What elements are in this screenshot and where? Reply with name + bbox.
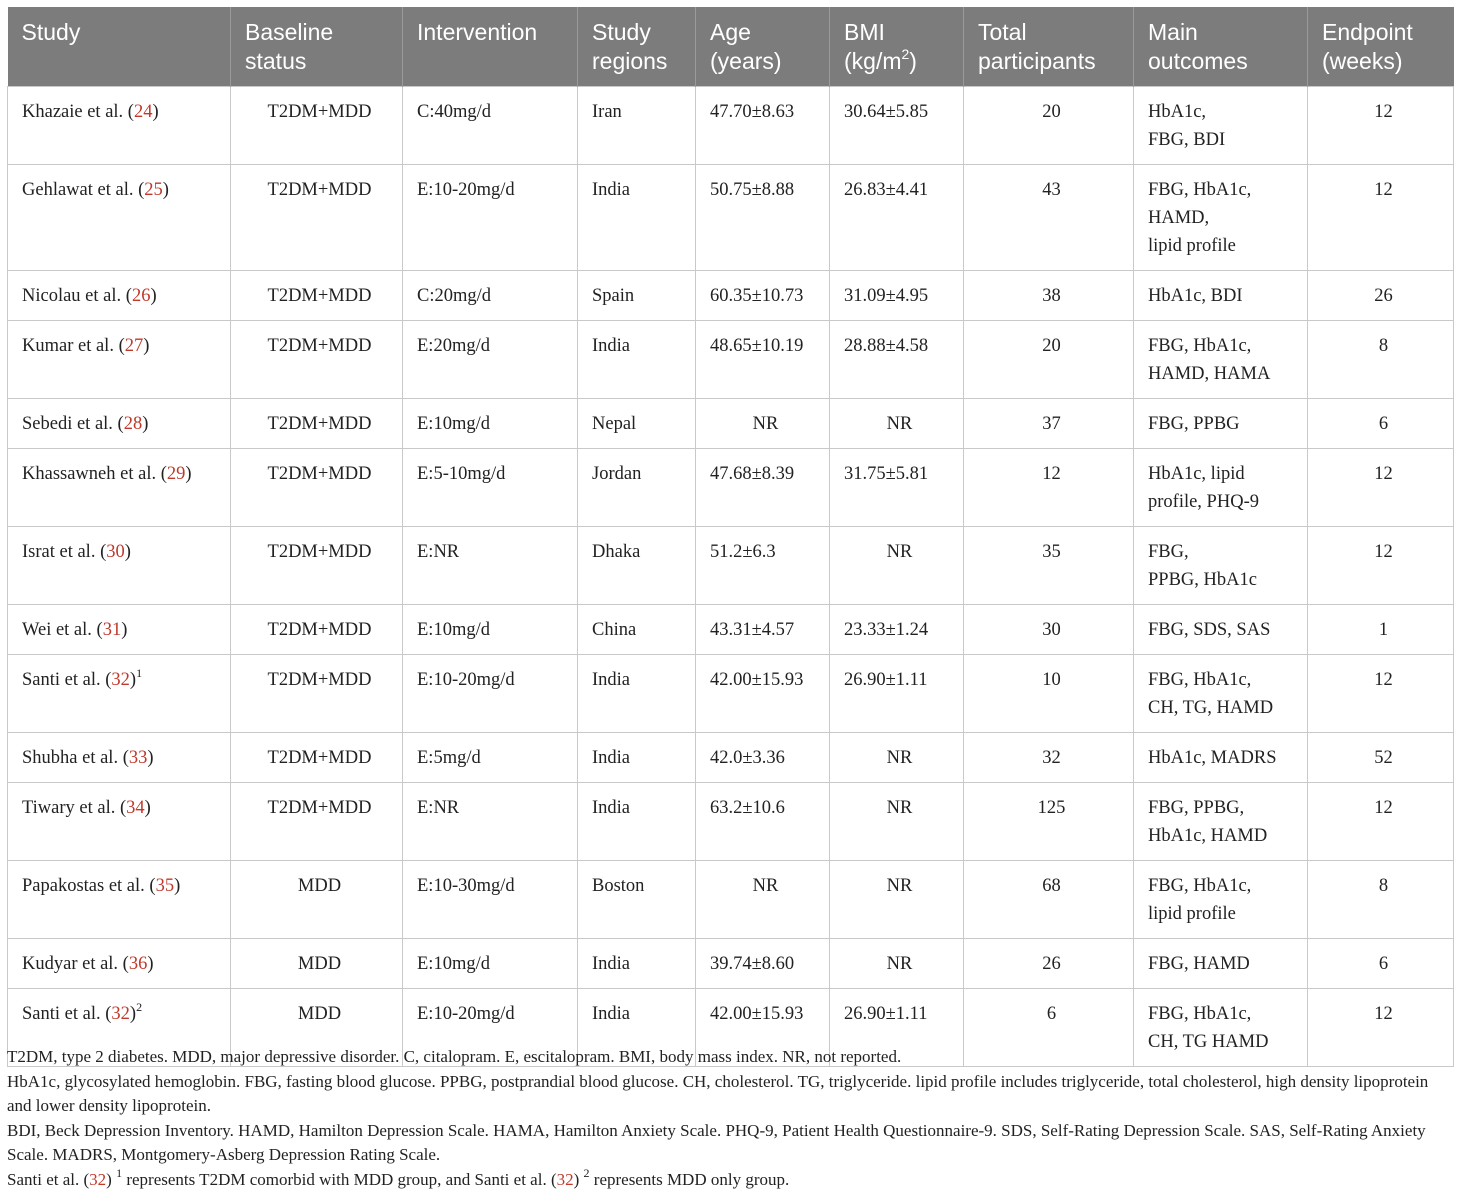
col-header-total-participants: Total participants <box>964 7 1134 87</box>
table-row <box>8 271 1454 321</box>
cell-baseline-status: T2DM+MDD <box>231 527 403 605</box>
cell-bmi: NR <box>830 399 964 449</box>
cell-study <box>8 321 231 399</box>
cell-study <box>8 733 231 783</box>
reference-link[interactable]: 28 <box>123 414 143 434</box>
cell-study <box>8 271 231 321</box>
col-header-study: Study <box>8 7 231 87</box>
cell-study <box>8 165 231 271</box>
footnote-text: represents T2DM comorbid with MDD group, and Santi et al. ( <box>122 1169 557 1189</box>
study-ref-close: ) <box>129 1004 137 1024</box>
cell-age: 50.75±8.88 <box>696 165 830 271</box>
col-header-intervention: Intervention <box>403 7 578 87</box>
cell-intervention: E:10-20mg/d <box>403 989 578 1067</box>
cell-main-outcomes <box>1134 449 1308 527</box>
study-ref-close: ) <box>121 620 128 640</box>
reference-link[interactable]: 33 <box>128 748 148 768</box>
cell-age: 42.00±15.93 <box>696 989 830 1067</box>
cell-study-region: India <box>578 783 696 861</box>
cell-intervention: E:10-30mg/d <box>403 861 578 939</box>
cell-main-outcomes <box>1134 87 1308 165</box>
outcome-line: HbA1c, <box>1148 102 1207 122</box>
reference-link[interactable]: 31 <box>102 620 122 640</box>
table-row <box>8 399 1454 449</box>
cell-intervention: E:5mg/d <box>403 733 578 783</box>
cell-main-outcomes <box>1134 861 1308 939</box>
study-author: Santi et al. ( <box>22 670 112 690</box>
study-author: Wei et al. ( <box>22 620 103 640</box>
table-header-row <box>8 7 1454 87</box>
cell-intervention: C:20mg/d <box>403 271 578 321</box>
cell-age: 63.2±10.6 <box>696 783 830 861</box>
study-ref-close: ) <box>147 954 154 974</box>
outcome-line: FBG, HbA1c, <box>1148 1004 1252 1024</box>
cell-intervention: E:5-10mg/d <box>403 449 578 527</box>
cell-study-region: Jordan <box>578 449 696 527</box>
cell-baseline-status: T2DM+MDD <box>231 655 403 733</box>
outcome-line: FBG, BDI <box>1148 130 1226 150</box>
outcome-line: FBG, HbA1c, <box>1148 336 1252 356</box>
cell-baseline-status: T2DM+MDD <box>231 399 403 449</box>
cell-total-participants: 6 <box>964 989 1134 1067</box>
study-ref-close: ) <box>162 180 169 200</box>
reference-link[interactable]: 24 <box>133 102 153 122</box>
cell-baseline-status: MDD <box>231 989 403 1067</box>
outcome-line: CH, TG, HAMD <box>1148 698 1274 718</box>
cell-total-participants: 20 <box>964 321 1134 399</box>
study-author: Kudyar et al. ( <box>22 954 129 974</box>
study-author: Papakostas et al. ( <box>22 876 156 896</box>
cell-study-region: India <box>578 989 696 1067</box>
outcome-line: HAMD, <box>1148 208 1210 228</box>
cell-endpoint: 6 <box>1308 399 1454 449</box>
cell-main-outcomes <box>1134 605 1308 655</box>
outcome-line: lipid profile <box>1148 236 1236 256</box>
cell-intervention: C:40mg/d <box>403 87 578 165</box>
cell-total-participants: 10 <box>964 655 1134 733</box>
outcome-line: FBG, HbA1c, <box>1148 670 1252 690</box>
cell-endpoint: 8 <box>1308 321 1454 399</box>
cell-study <box>8 861 231 939</box>
footnote-superscript: 2 <box>583 1165 590 1180</box>
bmi-header-text: BMI (kg/m <box>844 19 902 74</box>
reference-link[interactable]: 29 <box>166 464 186 484</box>
cell-bmi: 26.90±1.11 <box>830 655 964 733</box>
cell-age: 51.2±6.3 <box>696 527 830 605</box>
cell-baseline-status: T2DM+MDD <box>231 321 403 399</box>
cell-age: 42.0±3.36 <box>696 733 830 783</box>
footnote-abbreviations-3: BDI, Beck Depression Inventory. HAMD, Hamilton Depression Scale. HAMA, Hamilton Anxiety Scale. PHQ-9, Patient Health Questionnaire-9. SDS, Self-Rating Depression Scale. SAS, Self-Rating Anxiety Scale. MADRS, Montgomery-Asberg Depression Rating Scale. <box>7 1120 1426 1164</box>
cell-intervention: E:10-20mg/d <box>403 655 578 733</box>
cell-study-region: Iran <box>578 87 696 165</box>
study-superscript: 1 <box>136 666 143 680</box>
study-ref-close: ) <box>152 102 159 122</box>
cell-main-outcomes <box>1134 783 1308 861</box>
cell-endpoint: 12 <box>1308 989 1454 1067</box>
outcome-line: PPBG, HbA1c <box>1148 570 1257 590</box>
cell-study <box>8 655 231 733</box>
cell-endpoint: 12 <box>1308 527 1454 605</box>
cell-baseline-status: T2DM+MDD <box>231 733 403 783</box>
cell-baseline-status: T2DM+MDD <box>231 449 403 527</box>
bmi-header-suffix: ) <box>909 48 917 74</box>
cell-main-outcomes <box>1134 527 1308 605</box>
cell-baseline-status: MDD <box>231 939 403 989</box>
cell-age: 47.68±8.39 <box>696 449 830 527</box>
reference-link[interactable]: 36 <box>128 954 148 974</box>
outcome-line: HbA1c, MADRS <box>1148 748 1277 768</box>
col-header-baseline-status: Baseline status <box>231 7 403 87</box>
table-body <box>8 87 1454 1067</box>
cell-total-participants: 125 <box>964 783 1134 861</box>
cell-total-participants: 32 <box>964 733 1134 783</box>
table-row <box>8 939 1454 989</box>
study-author: Kumar et al. ( <box>22 336 125 356</box>
table-row <box>8 321 1454 399</box>
cell-total-participants: 20 <box>964 87 1134 165</box>
outcome-line: lipid profile <box>1148 904 1236 924</box>
cell-main-outcomes <box>1134 271 1308 321</box>
cell-intervention: E:10mg/d <box>403 939 578 989</box>
cell-study <box>8 783 231 861</box>
col-header-bmi <box>830 7 964 87</box>
cell-study-region: Boston <box>578 861 696 939</box>
cell-study-region: Nepal <box>578 399 696 449</box>
outcome-line: FBG, HAMD <box>1148 954 1250 974</box>
outcome-line: FBG, HbA1c, <box>1148 180 1252 200</box>
bmi-header-superscript: 2 <box>901 46 910 62</box>
table-row <box>8 861 1454 939</box>
study-author: Khassawneh et al. ( <box>22 464 167 484</box>
reference-link[interactable]: 35 <box>155 876 175 896</box>
cell-endpoint: 12 <box>1308 449 1454 527</box>
cell-intervention: E:10mg/d <box>403 399 578 449</box>
cell-study <box>8 449 231 527</box>
cell-endpoint: 52 <box>1308 733 1454 783</box>
outcome-line: FBG, <box>1148 542 1189 562</box>
study-ref-close: ) <box>142 414 149 434</box>
cell-study-region: India <box>578 321 696 399</box>
study-author: Sebedi et al. ( <box>22 414 124 434</box>
outcome-line: FBG, HbA1c, <box>1148 876 1252 896</box>
cell-age: 60.35±10.73 <box>696 271 830 321</box>
footnote-text: ) <box>573 1169 584 1189</box>
outcome-line: HAMD, HAMA <box>1148 364 1271 384</box>
footnote-abbreviations-1: T2DM, type 2 diabetes. MDD, major depressive disorder. C, citalopram. E, escitalopram. BMI, body mass index. NR, not reported. <box>7 1047 902 1066</box>
col-header-study-regions: Study regions <box>578 7 696 87</box>
cell-intervention: E:10mg/d <box>403 605 578 655</box>
col-header-endpoint: Endpoint (weeks) <box>1308 7 1454 87</box>
cell-total-participants: 35 <box>964 527 1134 605</box>
cell-bmi: NR <box>830 939 964 989</box>
col-header-main-outcomes: Main outcomes <box>1134 7 1308 87</box>
cell-age: 47.70±8.63 <box>696 87 830 165</box>
cell-main-outcomes <box>1134 399 1308 449</box>
cell-study-region: India <box>578 655 696 733</box>
table-row <box>8 87 1454 165</box>
cell-total-participants: 38 <box>964 271 1134 321</box>
cell-age: NR <box>696 399 830 449</box>
cell-main-outcomes <box>1134 733 1308 783</box>
cell-main-outcomes <box>1134 655 1308 733</box>
table-row <box>8 655 1454 733</box>
cell-study <box>8 527 231 605</box>
cell-study <box>8 87 231 165</box>
cell-bmi: NR <box>830 861 964 939</box>
cell-age: 43.31±4.57 <box>696 605 830 655</box>
table-row <box>8 783 1454 861</box>
cell-study-region: China <box>578 605 696 655</box>
cell-bmi: NR <box>830 733 964 783</box>
cell-baseline-status: T2DM+MDD <box>231 87 403 165</box>
study-ref-close: ) <box>174 876 181 896</box>
outcome-line: HbA1c, HAMD <box>1148 826 1268 846</box>
cell-baseline-status: T2DM+MDD <box>231 783 403 861</box>
cell-study-region: India <box>578 939 696 989</box>
cell-total-participants: 12 <box>964 449 1134 527</box>
footnote-text: Santi et al. ( <box>7 1169 90 1189</box>
cell-study-region: India <box>578 165 696 271</box>
footnote-superscript: 1 <box>116 1165 123 1180</box>
reference-link[interactable]: 32 <box>111 670 130 690</box>
cell-endpoint: 12 <box>1308 655 1454 733</box>
cell-study <box>8 939 231 989</box>
study-ref-close: ) <box>150 286 157 306</box>
cell-endpoint: 12 <box>1308 165 1454 271</box>
cell-total-participants: 26 <box>964 939 1134 989</box>
cell-study <box>8 605 231 655</box>
study-author: Santi et al. ( <box>22 1004 112 1024</box>
study-characteristics-table <box>7 7 1454 1067</box>
table-row <box>8 165 1454 271</box>
cell-total-participants: 30 <box>964 605 1134 655</box>
cell-age: 48.65±10.19 <box>696 321 830 399</box>
cell-total-participants: 43 <box>964 165 1134 271</box>
outcome-line: FBG, PPBG, <box>1148 798 1245 818</box>
reference-link[interactable]: 26 <box>131 286 151 306</box>
table-row <box>8 605 1454 655</box>
outcome-line: HbA1c, BDI <box>1148 286 1243 306</box>
reference-link[interactable]: 25 <box>144 180 163 200</box>
cell-age: 42.00±15.93 <box>696 655 830 733</box>
cell-baseline-status: T2DM+MDD <box>231 165 403 271</box>
cell-baseline-status: MDD <box>231 861 403 939</box>
cell-endpoint: 12 <box>1308 87 1454 165</box>
table-row <box>8 527 1454 605</box>
reference-link[interactable]: 32 <box>556 1169 574 1189</box>
study-author: Nicolau et al. ( <box>22 286 132 306</box>
reference-link[interactable]: 27 <box>124 336 144 356</box>
study-superscript: 2 <box>136 1000 143 1014</box>
cell-main-outcomes <box>1134 939 1308 989</box>
outcome-line: HbA1c, lipid <box>1148 464 1245 484</box>
study-ref-close: ) <box>185 464 192 484</box>
cell-study-region: Spain <box>578 271 696 321</box>
cell-total-participants: 37 <box>964 399 1134 449</box>
table-row <box>8 449 1454 527</box>
cell-bmi: NR <box>830 783 964 861</box>
study-author: Khazaie et al. ( <box>22 102 134 122</box>
cell-bmi: 26.90±1.11 <box>830 989 964 1067</box>
cell-endpoint: 26 <box>1308 271 1454 321</box>
cell-endpoint: 12 <box>1308 783 1454 861</box>
study-ref-close: ) <box>147 748 154 768</box>
reference-link[interactable]: 30 <box>106 542 125 562</box>
study-ref-close: ) <box>124 542 131 562</box>
table-row <box>8 733 1454 783</box>
cell-intervention: E:NR <box>403 527 578 605</box>
footnote-abbreviations-2: HbA1c, glycosylated hemoglobin. FBG, fasting blood glucose. PPBG, postprandial blood glucose. CH, cholesterol. TG, triglyceride. lipid profile includes triglyceride, total cholesterol, high density lipoprotein and lower density lipoprotein. <box>7 1071 1429 1115</box>
cell-endpoint: 6 <box>1308 939 1454 989</box>
cell-intervention: E:NR <box>403 783 578 861</box>
cell-age: 39.74±8.60 <box>696 939 830 989</box>
outcome-line: FBG, PPBG <box>1148 414 1240 434</box>
footnote-santi-groups <box>7 1165 1453 1193</box>
cell-main-outcomes <box>1134 165 1308 271</box>
col-header-age: Age (years) <box>696 7 830 87</box>
footnote-text: ) <box>106 1169 117 1189</box>
study-author: Tiwary et al. ( <box>22 798 127 818</box>
cell-bmi: 26.83±4.41 <box>830 165 964 271</box>
cell-main-outcomes <box>1134 321 1308 399</box>
outcome-line: CH, TG HAMD <box>1148 1032 1269 1052</box>
table-footnotes <box>7 1045 1453 1192</box>
reference-link[interactable]: 32 <box>111 1004 130 1024</box>
outcome-line: profile, PHQ-9 <box>1148 492 1259 512</box>
cell-study-region: India <box>578 733 696 783</box>
cell-age: NR <box>696 861 830 939</box>
outcome-line: FBG, SDS, SAS <box>1148 620 1271 640</box>
study-author: Shubha et al. ( <box>22 748 129 768</box>
study-author: Gehlawat et al. ( <box>22 180 145 200</box>
cell-baseline-status: T2DM+MDD <box>231 605 403 655</box>
cell-bmi: 30.64±5.85 <box>830 87 964 165</box>
cell-bmi: 31.09±4.95 <box>830 271 964 321</box>
cell-intervention: E:20mg/d <box>403 321 578 399</box>
cell-bmi: 23.33±1.24 <box>830 605 964 655</box>
cell-endpoint: 8 <box>1308 861 1454 939</box>
cell-total-participants: 68 <box>964 861 1134 939</box>
cell-bmi: NR <box>830 527 964 605</box>
study-ref-close: ) <box>144 798 151 818</box>
cell-intervention: E:10-20mg/d <box>403 165 578 271</box>
cell-baseline-status: T2DM+MDD <box>231 271 403 321</box>
cell-endpoint: 1 <box>1308 605 1454 655</box>
footnote-text: represents MDD only group. <box>589 1169 790 1189</box>
reference-link[interactable]: 34 <box>126 798 145 818</box>
study-author: Israt et al. ( <box>22 542 107 562</box>
cell-study-region: Dhaka <box>578 527 696 605</box>
cell-bmi: 31.75±5.81 <box>830 449 964 527</box>
cell-study <box>8 399 231 449</box>
cell-bmi: 28.88±4.58 <box>830 321 964 399</box>
study-ref-close: ) <box>129 670 137 690</box>
study-ref-close: ) <box>143 336 150 356</box>
reference-link[interactable]: 32 <box>89 1169 107 1189</box>
